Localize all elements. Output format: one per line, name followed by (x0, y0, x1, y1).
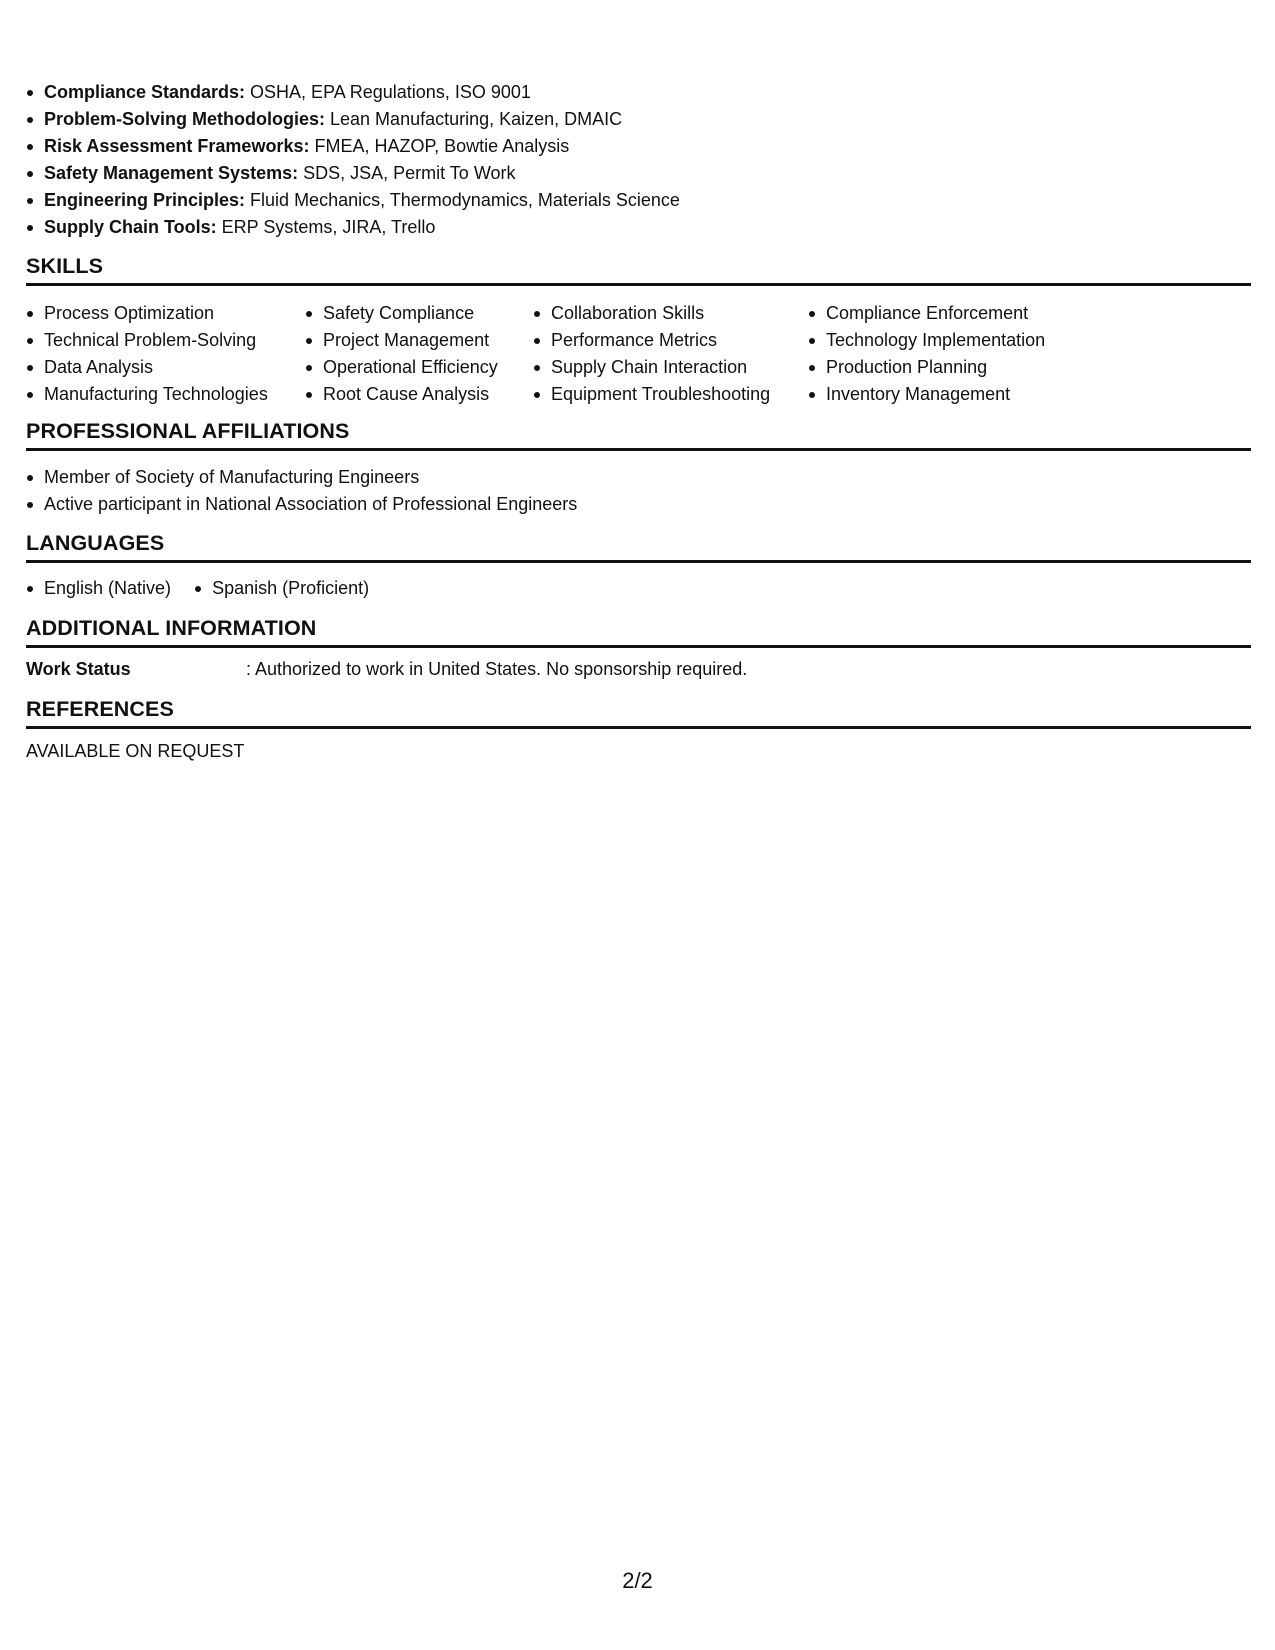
skill-item: Supply Chain Interaction (533, 354, 770, 381)
competency-label: Safety Management Systems: (44, 163, 299, 183)
list-item (26, 187, 680, 214)
languages-section (26, 530, 1251, 563)
affiliations-list (26, 464, 577, 518)
section-divider (26, 645, 1251, 648)
competency-label: Problem-Solving Methodologies: (44, 109, 326, 129)
skills-column-2 (305, 300, 498, 408)
skill-item: Technical Problem-Solving (26, 327, 268, 354)
references-section (26, 696, 1251, 729)
skills-section (26, 253, 1251, 286)
work-status-row (26, 656, 747, 683)
competency-value: SDS, JSA, Permit To Work (298, 163, 516, 183)
language-item: Spanish (Proficient) (194, 575, 369, 602)
list-item (26, 214, 680, 241)
skills-column-4 (808, 300, 1045, 408)
competency-label: Risk Assessment Frameworks: (44, 136, 310, 156)
skill-item: Safety Compliance (305, 300, 498, 327)
competency-value: OSHA, EPA Regulations, ISO 9001 (245, 82, 531, 102)
skill-item: Root Cause Analysis (305, 381, 498, 408)
section-title-additional-info: ADDITIONAL INFORMATION (26, 616, 317, 640)
page-number: 2/2 (622, 1568, 653, 1593)
list-item (26, 160, 680, 187)
skill-item: Operational Efficiency (305, 354, 498, 381)
skills-column-1 (26, 300, 268, 408)
skill-item: Performance Metrics (533, 327, 770, 354)
section-divider (26, 448, 1251, 451)
competency-value: Lean Manufacturing, Kaizen, DMAIC (325, 109, 623, 129)
section-title-skills: SKILLS (26, 254, 104, 278)
section-divider (26, 726, 1251, 729)
section-title-references: REFERENCES (26, 697, 174, 721)
language-item: English (Native) (26, 575, 171, 602)
competencies-list (26, 79, 680, 241)
section-divider (26, 560, 1251, 563)
skill-item: Equipment Troubleshooting (533, 381, 770, 408)
skill-item: Project Management (305, 327, 498, 354)
list-item (26, 106, 680, 133)
list-item: Active participant in National Association of Professional Engineers (26, 491, 577, 518)
additional-info-section (26, 615, 1251, 648)
section-title-affiliations: PROFESSIONAL AFFILIATIONS (26, 419, 350, 443)
list-item (26, 79, 680, 106)
section-title-languages: LANGUAGES (26, 531, 165, 555)
competency-label: Compliance Standards: (44, 82, 246, 102)
work-status-value: : Authorized to work in United States. No sponsorship required. (246, 659, 748, 679)
competency-label: Supply Chain Tools: (44, 217, 217, 237)
section-divider (26, 283, 1251, 286)
list-item (26, 133, 680, 160)
list-item: Member of Society of Manufacturing Engineers (26, 464, 577, 491)
work-status-label: Work Status (26, 659, 131, 679)
skill-item: Inventory Management (808, 381, 1045, 408)
skills-column-3 (533, 300, 770, 408)
affiliations-section (26, 418, 1251, 451)
references-text: AVAILABLE ON REQUEST (26, 741, 245, 761)
skill-item: Manufacturing Technologies (26, 381, 268, 408)
skill-item: Process Optimization (26, 300, 268, 327)
skill-item: Production Planning (808, 354, 1045, 381)
competency-value: Fluid Mechanics, Thermodynamics, Materials Science (245, 190, 680, 210)
languages-list (26, 575, 387, 602)
skill-item: Collaboration Skills (533, 300, 770, 327)
skill-item: Data Analysis (26, 354, 268, 381)
competency-value: FMEA, HAZOP, Bowtie Analysis (309, 136, 570, 156)
skill-item: Technology Implementation (808, 327, 1045, 354)
competency-label: Engineering Principles: (44, 190, 246, 210)
skill-item: Compliance Enforcement (808, 300, 1045, 327)
competency-value: ERP Systems, JIRA, Trello (216, 217, 436, 237)
